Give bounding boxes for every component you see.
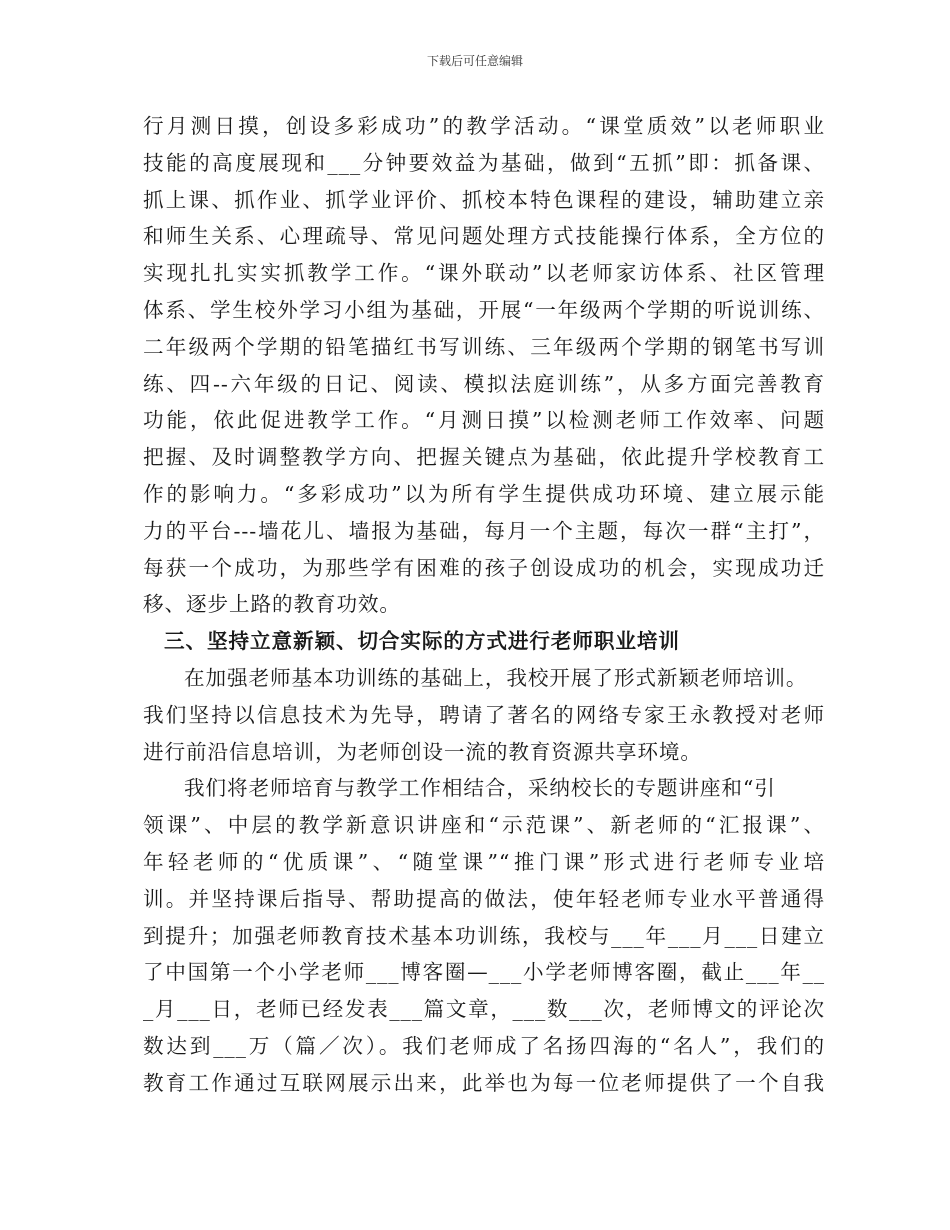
paragraph-line: 数达到___万（篇／次）。我们老师成了名扬四海的“名人”，我们的 [143, 1033, 825, 1058]
paragraph-line: 抓上课、抓作业、抓学业评价、抓校本特色课程的建设，辅助建立亲 [143, 187, 825, 212]
paragraph-line: 技能的高度展现和___分钟要效益为基础，做到“五抓”即：抓备课、 [143, 150, 825, 175]
paragraph-line: 练、四--六年级的日记、阅读、模拟法庭训练”，从多方面完善教育 [143, 371, 825, 396]
paragraph-line: 功能，依此促进教学工作。“月测日摸”以检测老师工作效率、问题 [143, 408, 825, 433]
paragraph-line: 体系、学生校外学习小组为基础，开展“一年级两个学期的听说训练、 [143, 297, 825, 322]
paragraph-line: 进行前沿信息培训，为老师创设一流的教育资源共享环境。 [143, 739, 702, 764]
page-header-note: 下载后可任意编辑 [426, 54, 523, 68]
paragraph-line: 领课”、中层的教学新意识讲座和“示范课”、新老师的“汇报课”、 [143, 813, 825, 838]
paragraph-line: 作的影响力。“多彩成功”以为所有学生提供成功环境、建立展示能 [143, 481, 825, 506]
paragraph-line: 和师生关系、心理疏导、常见问题处理方式技能操行体系，全方位的 [143, 224, 825, 249]
paragraph-line: 我们坚持以信息技术为先导，聘请了著名的网络专家王永教授对老师 [143, 702, 825, 727]
paragraph-line: 二年级两个学期的铅笔描红书写训练、三年级两个学期的钢笔书写训 [143, 334, 825, 359]
paragraph-line: 在加强老师基本功训练的基础上，我校开展了形式新颖老师培训。 [184, 665, 808, 690]
paragraph-line: 我们将老师培育与教学工作相结合，采纳校长的专题讲座和“引 [184, 776, 776, 801]
paragraph-line: 行月测日摸，创设多彩成功”的教学活动。“课堂质效”以老师职业 [143, 114, 825, 138]
paragraph-line: 实现扎扎实实抓教学工作。“课外联动”以老师家访体系、社区管理 [143, 261, 825, 286]
paragraph-line: 移、逐步上路的教育功效。 [143, 592, 401, 617]
paragraph-line: 教育工作通过互联网展示出来，此举也为每一位老师提供了一个自我 [143, 1070, 825, 1095]
paragraph-line: 力的平台---墙花儿、墙报为基础，每月一个主题，每次一群“主打”， [143, 518, 825, 543]
paragraph-line: 年轻老师的“优质课”、“随堂课”“推门课”形式进行老师专业培 [143, 849, 825, 874]
section-heading: 三、坚持立意新颖、切合实际的方式进行老师职业培训 [164, 629, 680, 654]
paragraph-line: 到提升；加强老师教育技术基本功训练，我校与___年___月___日建立 [143, 923, 825, 948]
paragraph-line: 训。并坚持课后指导、帮助提高的做法，使年轻老师专业水平普通得 [143, 886, 825, 911]
paragraph-line: 把握、及时调整教学方向、把握关键点为基础，依此提升学校教育工 [143, 445, 825, 470]
paragraph-line: _月___日，老师已经发表___篇文章，___数___次，老师博文的评论次 [143, 997, 825, 1022]
paragraph-line: 了中国第一个小学老师___博客圈—___小学老师博客圈，截止___年__ [143, 960, 825, 985]
document-body [143, 108, 825, 1102]
paragraph-line: 每获一个成功，为那些学有困难的孩子创设成功的机会，实现成功迁 [143, 555, 825, 580]
